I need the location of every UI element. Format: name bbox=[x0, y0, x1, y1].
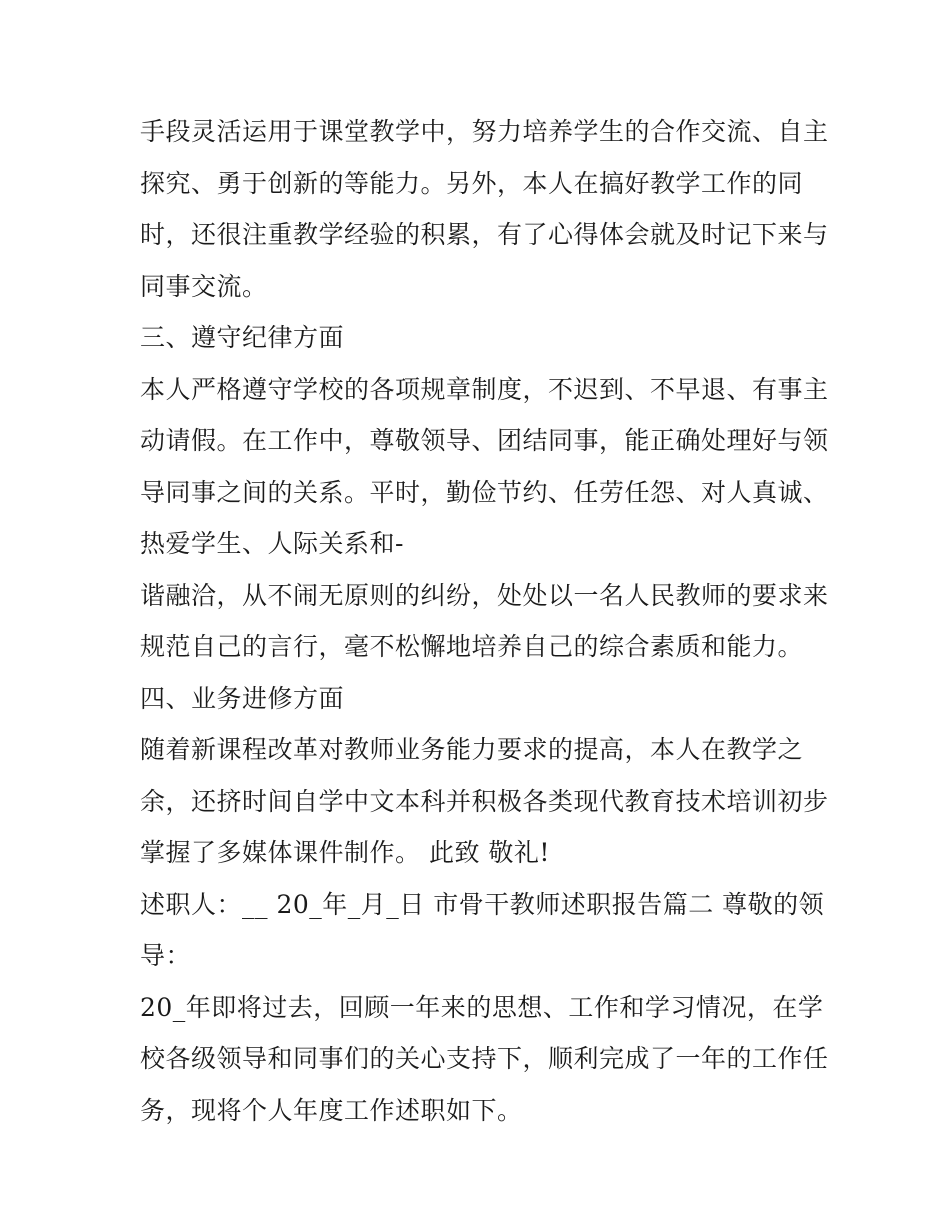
section-heading-discipline: 三、遵守纪律方面 bbox=[140, 323, 345, 352]
text-line: 本人严格遵守学校的各项规章制度，不迟到、不早退、有事主 bbox=[140, 374, 829, 404]
text-line: 规范自己的言行，毫不松懈地培养自己的综合素质和能力。 bbox=[140, 632, 804, 661]
text-line: 余，还挤时间自学中文本科并积极各类现代教育技术培训初步 bbox=[140, 786, 829, 816]
text-line: 20_年即将过去，回顾一年来的思想、工作和学习情况，在学 bbox=[140, 992, 824, 1022]
section-heading-study: 四、业务进修方面 bbox=[140, 683, 345, 713]
text-line: 谐融洽，从不闹无原则的纠纷，处处以一名人民教师的要求来 bbox=[140, 580, 829, 610]
text-line: 动请假。在工作中，尊敬领导、团结同事，能正确处理好与领 bbox=[140, 426, 829, 455]
text-line: 掌握了多媒体课件制作。 此致 敬礼! bbox=[140, 838, 550, 867]
text-line: 随着新课程改革对教师业务能力要求的提高，本人在教学之 bbox=[140, 735, 804, 764]
text-line: 述职人：__ 20_年_月_日 市骨干教师述职报告篇二 尊敬的领 bbox=[140, 889, 825, 919]
text-line: 热爱学生、人际关系和- bbox=[140, 529, 404, 558]
text-line: 手段灵活运用于课堂教学中，努力培养学生的合作交流、自主 bbox=[140, 117, 829, 146]
text-line: 探究、勇于创新的等能力。另外，本人在搞好教学工作的同 bbox=[140, 168, 804, 198]
text-line: 校各级领导和同事们的关心支持下，顺利完成了一年的工作任 bbox=[140, 1044, 829, 1073]
body-text bbox=[140, 106, 830, 1136]
text-line: 导： bbox=[140, 941, 192, 970]
text-line: 同事交流。 bbox=[140, 271, 268, 301]
text-line: 时，还很注重教学经验的积累，有了心得体会就及时记下来与 bbox=[140, 220, 829, 249]
text-line: 务，现将个人年度工作述职如下。 bbox=[140, 1095, 523, 1125]
text-line: 导同事之间的关系。平时，勤俭节约、任劳任怨、对人真诚、 bbox=[140, 477, 829, 507]
